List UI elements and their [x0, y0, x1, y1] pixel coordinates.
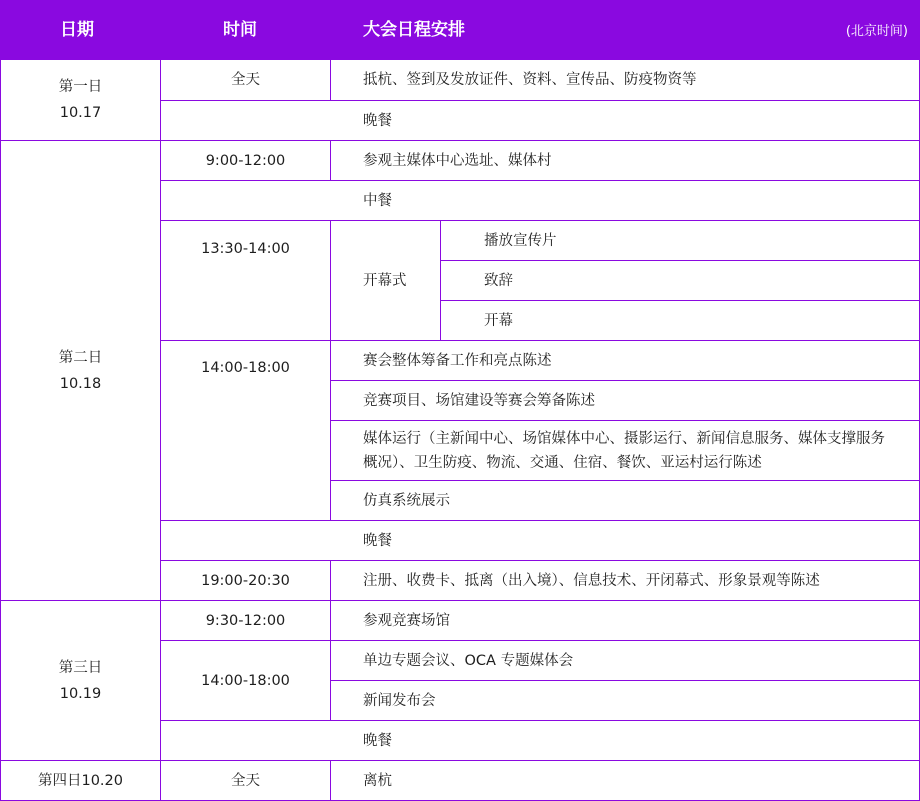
activity-cell: 播放宣传片 — [441, 221, 920, 261]
activity-cell: 致辞 — [441, 261, 920, 301]
time-cell: 14:00-18:00 — [161, 641, 331, 721]
meal-cell: 中餐 — [161, 181, 920, 221]
time-cell: 14:00-18:00 — [161, 341, 331, 521]
time-cell: 全天 — [161, 60, 331, 101]
activity-cell: 赛会整体筹备工作和亮点陈述 — [331, 341, 920, 381]
meal-cell: 晚餐 — [161, 521, 920, 561]
header-time: 时间 — [223, 20, 257, 40]
day-date: 10.18 — [59, 375, 102, 392]
day-1-cell — [0, 60, 161, 141]
day-3-cell — [0, 601, 161, 761]
time-cell: 19:00-20:30 — [161, 561, 331, 601]
activity-cell: 参观竞赛场馆 — [331, 601, 920, 641]
header-timezone: (北京时间) — [845, 24, 908, 39]
activity-cell: 注册、收费卡、抵离（出入境）、信息技术、开闭幕式、形象景观等陈述 — [331, 561, 920, 601]
activity-cell: 参观主媒体中心选址、媒体村 — [331, 141, 920, 181]
time-cell: 全天 — [161, 761, 331, 801]
day-date: 10.17 — [59, 105, 102, 121]
header-date: 日期 — [60, 20, 94, 40]
day-label: 第三日 — [58, 659, 103, 676]
day-4-cell: 第四日10.20 — [0, 761, 161, 801]
meal-cell: 晚餐 — [161, 101, 920, 141]
header-schedule: 大会日程安排 — [363, 20, 465, 40]
day-label: 第一日 — [58, 79, 103, 95]
table-header — [0, 0, 920, 60]
opening-ceremony-cell: 开幕式 — [331, 221, 441, 341]
activity-cell: 抵杭、签到及发放证件、资料、宣传品、防疫物资等 — [331, 60, 920, 101]
meal-cell: 晚餐 — [161, 721, 920, 761]
activity-cell: 仿真系统展示 — [331, 481, 920, 521]
time-cell: 9:00-12:00 — [161, 141, 331, 181]
activity-cell: 单边专题会议、OCA 专题媒体会 — [331, 641, 920, 681]
activity-cell: 媒体运行（主新闻中心、场馆媒体中心、摄影运行、新闻信息服务、媒体支撑服务概况）、卫生防疫、物流、交通、住宿、餐饮、亚运村运行陈述 — [331, 421, 920, 481]
time-cell: 13:30-14:00 — [161, 221, 331, 341]
activity-cell: 开幕 — [441, 301, 920, 341]
day-2-cell — [0, 141, 161, 601]
day-label: 第二日 — [58, 349, 103, 366]
activity-cell: 新闻发布会 — [331, 681, 920, 721]
activity-cell: 离杭 — [331, 761, 920, 801]
time-cell: 9:30-12:00 — [161, 601, 331, 641]
activity-cell: 竞赛项目、场馆建设等赛会筹备陈述 — [331, 381, 920, 421]
day-date: 10.19 — [59, 685, 102, 702]
